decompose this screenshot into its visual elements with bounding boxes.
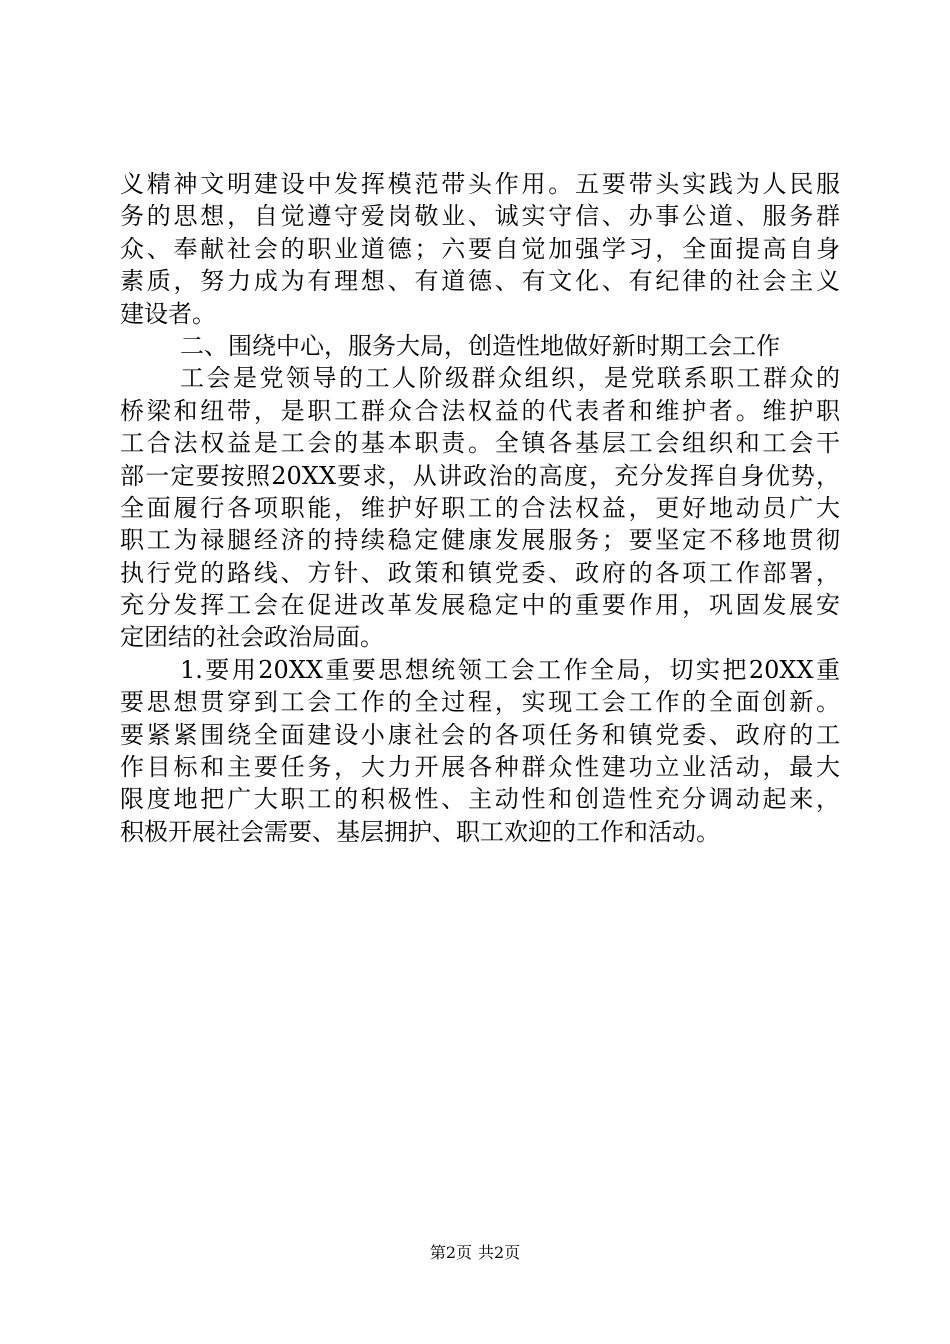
text-line: 作目标和主要任务，大力开展各种群众性建功立业活动，最大 bbox=[120, 753, 840, 782]
text-line: 众、奉献社会的职业道德；六要自觉加强学习，全面提高自身 bbox=[120, 234, 840, 263]
text-line: 要思想贯穿到工会工作的全过程，实现工会工作的全面创新。 bbox=[120, 688, 840, 717]
page-total: 共2页 bbox=[478, 1243, 521, 1262]
text-line: 职工为禄腿经济的持续稳定健康发展服务；要坚定不移地贯彻 bbox=[120, 526, 840, 555]
text-line: 工会是党领导的工人阶级群众组织，是党联系职工群众的 bbox=[180, 364, 840, 393]
text-line: 全面履行各项职能，维护好职工的合法权益，更好地动员广大 bbox=[120, 493, 840, 522]
page-footer bbox=[0, 1243, 950, 1263]
page-number: 第2页 bbox=[429, 1243, 472, 1262]
text-line: 积极开展社会需要、基层拥护、职工欢迎的工作和活动。 bbox=[120, 817, 720, 846]
document-body bbox=[120, 168, 840, 848]
text-line: 1.要用20XX重要思想统领工会工作全局，切实把20XX重 bbox=[180, 655, 840, 684]
text-line: 务的思想，自觉遵守爱岗敬业、诚实守信、办事公道、服务群 bbox=[120, 202, 840, 231]
text-line: 定团结的社会政治局面。 bbox=[120, 623, 384, 652]
text-line: 要紧紧围绕全面建设小康社会的各项任务和镇党委、政府的工 bbox=[120, 720, 840, 749]
text-line: 工合法权益是工会的基本职责。全镇各基层工会组织和工会干 bbox=[120, 429, 840, 458]
text-line: 建设者。 bbox=[120, 299, 216, 328]
section-heading: 二、围绕中心，服务大局，创造性地做好新时期工会工作 bbox=[180, 331, 780, 360]
text-line: 桥梁和纽带，是职工群众合法权益的代表者和维护者。维护职 bbox=[120, 396, 840, 425]
text-line: 执行党的路线、方针、政策和镇党委、政府的各项工作部署， bbox=[120, 558, 840, 587]
text-line: 限度地把广大职工的积极性、主动性和创造性充分调动起来， bbox=[120, 785, 840, 814]
text-line: 充分发挥工会在促进改革发展稳定中的重要作用，巩固发展安 bbox=[120, 591, 840, 620]
text-line: 义精神文明建设中发挥模范带头作用。五要带头实践为人民服 bbox=[120, 170, 840, 198]
text-line: 部一定要按照20XX要求，从讲政治的高度，充分发挥自身优势， bbox=[120, 461, 840, 490]
text-line: 素质，努力成为有理想、有道德、有文化、有纪律的社会主义 bbox=[120, 267, 840, 296]
